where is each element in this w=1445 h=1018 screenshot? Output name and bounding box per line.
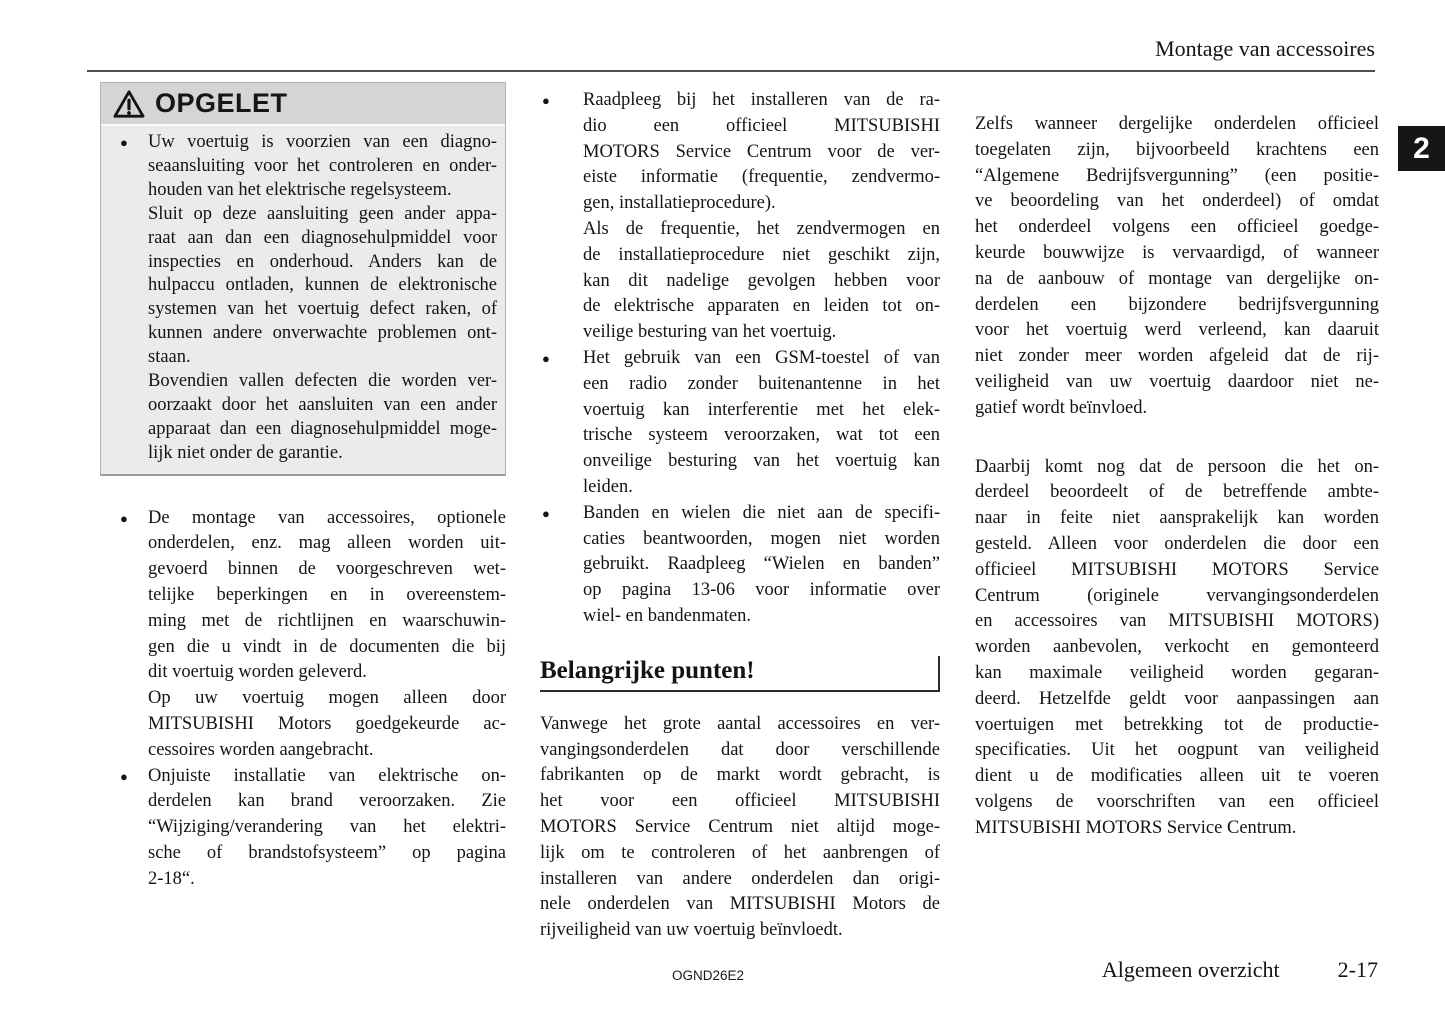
- text-line: vangingsonderdelen dat door verschillende: [540, 739, 940, 760]
- text-line: niet zonder meer worden afgeleid dat de rij-: [975, 346, 1379, 367]
- text-line: Zelfs wanneer dergelijke onderdelen officieel: [975, 114, 1379, 134]
- chapter-tab: 2: [1398, 126, 1445, 171]
- warning-box-header: [101, 83, 505, 126]
- text-line: volgens de voorschriften van een officieel: [975, 791, 1379, 812]
- text-line: ve beoordeling van het onderdeel) of omdat: [975, 191, 1379, 212]
- bullet-spacer: [120, 686, 148, 763]
- text-line: veiligheid van uw voertuig daardoor niet ne-: [975, 371, 1379, 392]
- text-line: inspecties en onderhoud. Anders kan de: [148, 251, 497, 272]
- list-item: [100, 686, 506, 763]
- text-line: lijk om te controleren of het aanbrengen of: [540, 842, 940, 863]
- text-line: dient u de modificaties alleen uit te voeren: [975, 766, 1379, 787]
- text-line: MOTORS Service Centrum niet altijd moge-: [540, 816, 940, 837]
- text-line: deerd. Hetzelfde geldt voor aanpassingen aan: [975, 688, 1379, 709]
- list-item: [540, 346, 940, 501]
- text-line: het voor een officieel MITSUBISHI: [540, 791, 940, 812]
- text-line: Uw voertuig is voorzien van een diagno-: [148, 132, 497, 152]
- text-line: Vanwege het grote aantal accessoires en ver-: [540, 713, 940, 734]
- text-line: Het gebruik van een GSM-toestel of van: [583, 347, 940, 368]
- footer-page-number: 2-17: [1337, 957, 1378, 982]
- text-line: voertuig kan interferentie met het elek-: [583, 399, 940, 420]
- content-column-middle: [540, 88, 940, 944]
- text-line: onveilige besturing van het voertuig kan: [583, 451, 940, 472]
- text-line: caties beantwoorden, mogen niet worden: [583, 528, 940, 549]
- text-line: en accessoires van MITSUBISHI MOTORS): [975, 611, 1379, 632]
- text-line: de installatieprocedure niet geschikt zijn,: [583, 244, 940, 265]
- bullet-icon: ●: [542, 350, 550, 366]
- list-item: [120, 203, 497, 370]
- footer-section-name: Algemeen overzicht: [1101, 957, 1280, 982]
- list-item: [120, 131, 497, 203]
- bullet-icon: ●: [542, 505, 550, 521]
- text-line: telijke beperkingen en in overeenstem-: [148, 585, 506, 606]
- text-line: Onjuiste installatie van elektrische on-: [148, 765, 506, 786]
- text-line: voertuigen met betrekking tot de productie-: [975, 714, 1379, 735]
- bullet-icon: ●: [120, 510, 128, 526]
- text-line: houden van het elektrische regelsysteem.: [148, 179, 452, 200]
- text-line: kan dit nadelige gevolgen hebben voor: [583, 270, 940, 291]
- text-line: leiden.: [583, 476, 633, 497]
- text-line: een radio zonder buitenantenne in het: [583, 373, 940, 394]
- bullet-icon: ●: [120, 135, 128, 150]
- paragraph: [540, 712, 940, 944]
- list-item: [540, 88, 940, 217]
- page-header-title: Montage van accessoires: [1155, 36, 1375, 61]
- text-line: wiel- en bandenmaten.: [583, 605, 751, 626]
- paragraph: [975, 112, 1379, 422]
- text-line: veilige besturing van het voertuig.: [583, 322, 837, 343]
- text-line: raat aan dan een diagnosehulpmiddel voor: [148, 227, 497, 248]
- bullet-icon: ●: [542, 93, 550, 108]
- text-line: kunnen andere onverwachte problemen ont-: [148, 323, 497, 344]
- list-item: [540, 217, 940, 346]
- text-line: onderdelen, enz. mag alleen worden uit-: [148, 533, 506, 554]
- content-column-right: [975, 112, 1379, 842]
- text-line: rijveiligheid van uw voertuig beïnvloedt.: [540, 920, 843, 941]
- list-item-text: [148, 506, 506, 687]
- text-line: toegelaten zijn, bijvoorbeeld krachtens een: [975, 139, 1379, 160]
- text-line: Als de frequentie, het zendvermogen en: [583, 218, 940, 239]
- text-line: Op uw voertuig mogen alleen door: [148, 688, 506, 709]
- bullet-spacer: [120, 203, 148, 370]
- bullet-spacer: [540, 217, 583, 346]
- list-item-text: [583, 501, 940, 630]
- footer-doc-code: OGND26E2: [671, 968, 745, 983]
- list-item-text: [583, 217, 940, 346]
- text-line: voor het voertuig werd verleend, kan daaruit: [975, 320, 1379, 341]
- list-item-text: [148, 764, 506, 893]
- list-item-text: [583, 346, 940, 501]
- text-line: lijk niet onder de garantie.: [148, 442, 343, 463]
- bullet-list: [100, 506, 506, 893]
- text-line: naar in feite niet aansprakelijk kan worden: [975, 508, 1379, 529]
- text-line: Centrum (originele vervangingsonderdelen: [975, 585, 1379, 606]
- bullet-spacer: [120, 370, 148, 466]
- text-line: kan maximale veiligheid worden gegaran-: [975, 662, 1379, 683]
- text-line: trische systeem veroorzaken, wat tot een: [583, 425, 940, 446]
- text-line: staan.: [148, 347, 191, 368]
- text-line: gebruikt. Raadpleeg “Wielen en banden”: [583, 554, 940, 575]
- text-line: specificaties. Uit het oogpunt van veiligheid: [975, 740, 1379, 761]
- text-line: nele onderdelen van MITSUBISHI Motors de: [540, 894, 940, 915]
- text-line: fabrikanten op de markt wordt gebracht, is: [540, 765, 940, 786]
- warning-triangle-icon: [112, 89, 146, 119]
- text-line: 2-18“.: [148, 868, 195, 889]
- text-line: dio een officieel MITSUBISHI: [583, 115, 940, 136]
- text-line: keurde bouwwijze is vervaardigd, of wanneer: [975, 242, 1379, 263]
- bullet-icon: ●: [120, 768, 128, 784]
- text-line: sche of brandstofsysteem” op pagina: [148, 843, 506, 864]
- text-line: gatief wordt beïnvloed.: [975, 397, 1148, 418]
- text-line: de elektrische apparaten en leiden tot on-: [583, 296, 940, 317]
- list-item-text: [148, 370, 497, 466]
- text-line: worden aanbevolen, verkocht en gemonteerd: [975, 637, 1379, 658]
- text-line: gen, installatieprocedure).: [583, 193, 776, 214]
- content-column-left: [100, 82, 506, 893]
- text-line: Daarbij komt nog dat de persoon die het on-: [975, 456, 1379, 477]
- text-line: systemen van het voertuig defect raken, of: [148, 299, 497, 320]
- text-line: MITSUBISHI MOTORS Service Centrum.: [975, 817, 1297, 838]
- text-line: hulpaccu ontladen, kunnen de elektronische: [148, 275, 497, 296]
- footer-right: [1102, 957, 1378, 983]
- text-line: De montage van accessoires, optionele: [148, 507, 506, 528]
- text-line: oorzaakt door het aansluiten van een ander: [148, 394, 497, 415]
- text-line: cessoires worden aangebracht.: [148, 739, 374, 760]
- list-item-text: [148, 203, 497, 370]
- text-line: installeren van andere onderdelen dan origi-: [540, 868, 940, 889]
- warning-box-body: [101, 126, 505, 474]
- text-line: MOTORS Service Centrum voor de ver-: [583, 141, 940, 162]
- text-line: Banden en wielen die niet aan de specifi-: [583, 502, 940, 523]
- list-item: [540, 501, 940, 630]
- text-line: “Wijziging/verandering van het elektri-: [148, 817, 506, 838]
- text-line: dit voertuig worden geleverd.: [148, 662, 367, 683]
- list-item: [100, 764, 506, 893]
- text-line: derdelen kan brand veroorzaken. Zie: [148, 791, 506, 812]
- warning-title: OPGELET: [155, 87, 288, 118]
- list-item-text: [148, 131, 497, 203]
- text-line: seaansluiting voor het controleren en onder-: [148, 155, 497, 176]
- text-line: eiste informatie (frequentie, zendvermo-: [583, 167, 940, 188]
- text-line: gesteld. Alleen voor onderdelen die door een: [975, 533, 1379, 554]
- text-line: apparaat dan een diagnosehulpmiddel moge-: [148, 418, 497, 439]
- text-line: MITSUBISHI Motors goedgekeurde ac-: [148, 714, 506, 735]
- text-line: Sluit op deze aansluiting geen ander appa-: [148, 203, 497, 224]
- text-line: gevoerd binnen de voorgeschreven wet-: [148, 559, 506, 580]
- list-item: [120, 370, 497, 466]
- bullet-list: [540, 88, 940, 630]
- text-line: op pagina 13-06 voor informatie over: [583, 580, 940, 601]
- text-line: “Algemene Bedrijfsvergunning” (een positie-: [975, 165, 1379, 186]
- text-line: Raadpleeg bij het installeren van de ra-: [583, 90, 940, 110]
- header-rule: [87, 70, 1375, 72]
- text-line: het onderdeel volgens een officieel goedge-: [975, 217, 1379, 238]
- list-item-text: [148, 686, 506, 763]
- text-line: na de aanbouw of montage van dergelijke on-: [975, 268, 1379, 289]
- warning-box: [100, 82, 506, 476]
- section-heading: Belangrijke punten!: [540, 656, 940, 692]
- text-line: ming met de richtlijnen en waarschuwin-: [148, 610, 506, 631]
- text-line: derdelen een bijzondere bedrijfsvergunning: [975, 294, 1379, 315]
- paragraph: [975, 455, 1379, 842]
- list-item-text: [583, 88, 940, 217]
- text-line: officieel MITSUBISHI MOTORS Service: [975, 559, 1379, 580]
- list-item: [100, 506, 506, 687]
- text-line: gen die u vindt in de documenten die bij: [148, 636, 506, 657]
- text-line: Bovendien vallen defecten die worden ver-: [148, 371, 497, 392]
- text-line: derdeel beoordeelt of de betreffende ambte-: [975, 482, 1379, 503]
